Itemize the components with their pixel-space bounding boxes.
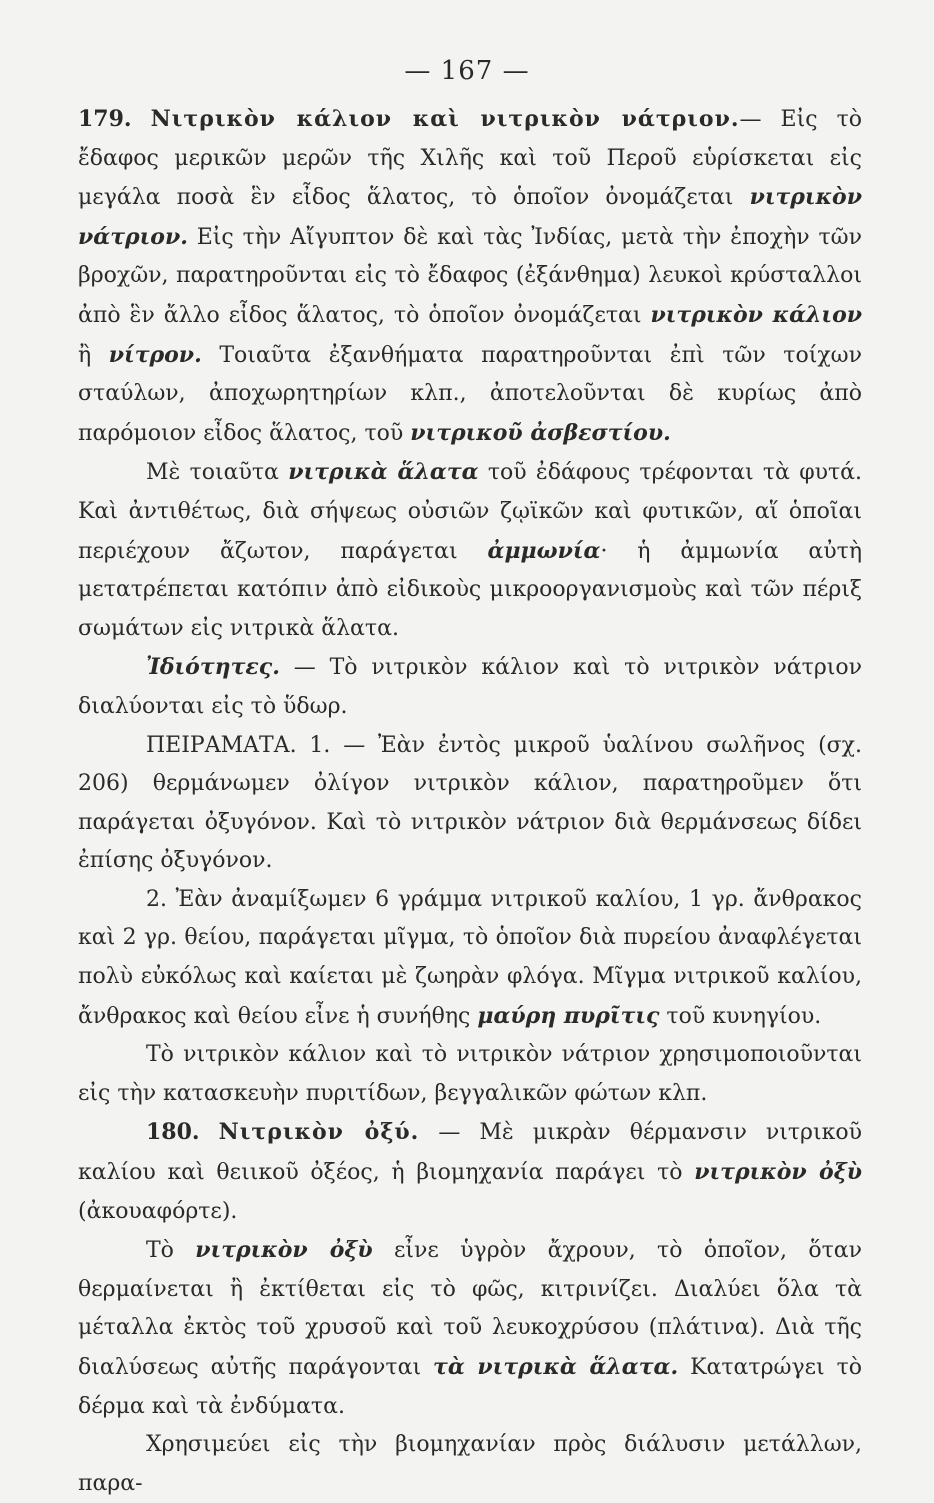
paragraph-text: — Τὸ νιτρικὸν κάλιον καὶ τὸ νιτρικὸν νάτριον διαλύονται εἰς τὸ ὕδωρ.: [78, 655, 862, 719]
paragraph-text: Κατατρώγει τὸ δέρμα καὶ τὰ ἐνδύματα.: [78, 1355, 862, 1419]
section-text: Τοιαῦτα ἐξανθήματα παρατηροῦνται ἐπὶ τῶν τοίχων σταύλων, ἀποχωρητηρίων κλπ., ἀποτελοῦνται δὲ κυρίως ἀπὸ παρόμοιον εἶδος ἅλατος, τοῦ: [78, 342, 862, 446]
term: νιτρικὸν νάτριον.: [78, 184, 862, 250]
paragraph-text: εἶνε ὑγρὸν ἄχρουν, τὸ ὁποῖον, ὅταν θερμαίνεται ἢ ἐκτίθεται εἰς τὸ φῶς, κιτρινίζει. Διαλύει ὅλα τὰ μέταλλα ἐκτὸς τοῦ χρυσοῦ καὶ τοῦ λευκοχρύσου (πλάτινα). Διὰ τῆς διαλύσεως αὐτῆς παράγονται: [78, 1238, 863, 1380]
paragraph-text: · ἡ ἀμμωνία αὐτὴ μετατρέπεται κατόπιν ἀπὸ εἰδικοὺς μικροοργανισμοὺς καὶ τῶν πέριξ σωμάτων εἰς νιτρικὰ ἅλατα.: [78, 538, 862, 641]
section-text: — Μὲ μικρὰν θέρμανσιν νιτρικοῦ καλίου καὶ θειικοῦ ὀξέος, ἡ βιομηχανία παράγει τὸ: [78, 1120, 862, 1186]
paragraph-text: Τὸ: [146, 1238, 196, 1264]
section-text: Εἰς τὴν Αἴγυπτον δὲ καὶ τὰς Ἰνδίας, μετὰ τὴν ἐποχὴν τῶν βροχῶν, παρατηροῦνται εἰς τὸ ἔδαφος (ἐξάνθημα) λευκοὶ κρύσταλλοι ἀπὸ ἓν ἄλλο εἶδος ἅλατος, τὸ ὁποῖον ὀνομάζεται: [78, 224, 862, 328]
section-180: [78, 1113, 862, 1231]
paragraph-text: Τὸ νιτρικὸν κάλιον καὶ τὸ νιτρικὸν νάτριον χρησιμοποιοῦνται εἰς τὴν κατασκευὴν πυριτίδων, βεγγαλικῶν φώτων κλπ.: [78, 1042, 862, 1106]
section-text: — Εἰς τὸ ἔδαφος μερικῶν μερῶν τῆς Χιλῆς καὶ τοῦ Περοῦ εὑρίσκεται εἰς μεγάλα ποσὰ ἓν εἶδος ἅλατος, τὸ ὁποῖον ὀνομάζεται: [78, 107, 862, 211]
term: νιτρικὸν ὀξὺ: [694, 1159, 863, 1186]
term: τὰ νιτρικὰ ἅλατα.: [433, 1354, 679, 1380]
paragraph-text: 2. Ἐὰν ἀναμίξωμεν 6 γράμμα νιτρικοῦ καλίου, 1 γρ. ἄνθρακος καὶ 2 γρ. θείου, παράγεται μῖγμα, τὸ ὁποῖον διὰ πυρείου ἀναφλέγεται πολὺ εὐκόλως καὶ καίεται μὲ ζωηρὰν φλόγα. Μῖγμα νιτρικοῦ καλίου, ἄνθρακος καὶ θείου εἶνε ἡ συνήθης: [78, 886, 862, 1029]
page-number: — 167 —: [404, 56, 530, 86]
paragraph-experiment-2: [78, 881, 862, 1036]
paragraph-text: Χρησιμεύει εἰς τὴν βιομηχανίαν πρὸς διάλυσιν μετάλλων, παρα-: [78, 1432, 862, 1496]
page-body: [78, 100, 862, 1503]
section-number: 180.: [146, 1119, 200, 1146]
paragraph-acid: [78, 1231, 862, 1426]
term: νιτρικοῦ ἀσβεστίου.: [410, 419, 671, 446]
paragraph-text: 1. — Ἐὰν ἐντὸς μικροῦ ὑαλίνου σωλῆνος (σχ. 206) θερμάνωμεν ὀλίγον νιτρικὸν κάλιον, παρατηροῦμεν ὅτι παράγεται ὀξυγόνον. Καὶ τὸ νιτρικὸν νάτριον διὰ θερμάνσεως δίδει ἐπίσης ὀξυγόνον.: [78, 732, 862, 874]
term: ἀμμωνία: [487, 537, 601, 564]
subheading: Ἰδιότητες.: [146, 654, 280, 681]
term: νιτρικὰ ἅλατα: [288, 459, 479, 486]
section-title: Νιτρικὸν ὀξύ.: [218, 1119, 420, 1146]
term: μαύρη πυρῖτις: [477, 1002, 660, 1029]
paragraph-uses: [78, 1036, 862, 1113]
subheading: ΠΕΙΡΑΜΑΤΑ.: [146, 732, 297, 758]
paragraph-properties: [78, 648, 862, 726]
section-number: 179.: [78, 106, 132, 132]
paragraph-text: Μὲ τοιαῦτα: [146, 460, 289, 486]
term: νίτρον.: [108, 341, 202, 368]
paragraph-text: τοῦ κυνηγίου.: [659, 1003, 822, 1029]
term: νιτρικὸν ὀξὺ: [195, 1237, 373, 1264]
section-text: (ἀκουαφόρτε).: [78, 1198, 238, 1224]
section-title: Νιτρικὸν κάλιον καὶ νιτρικὸν νάτριον.: [150, 106, 740, 132]
paragraph-text: τοῦ ἐδάφους τρέφονται τὰ φυτά. Καὶ ἀντιθέτως, διὰ σήψεως οὐσιῶν ζῳϊκῶν καὶ φυτικῶν, αἵ ὁποῖαι περιέχουν ἄζωτον, παράγεται: [78, 460, 862, 564]
paragraph-last: [78, 1426, 862, 1503]
section-179: [78, 100, 862, 453]
term: νιτρικὸν κάλιον: [650, 301, 863, 328]
section-text: ἢ: [78, 342, 109, 368]
paragraph: [78, 453, 862, 648]
paragraph-experiment-1: [78, 727, 862, 881]
